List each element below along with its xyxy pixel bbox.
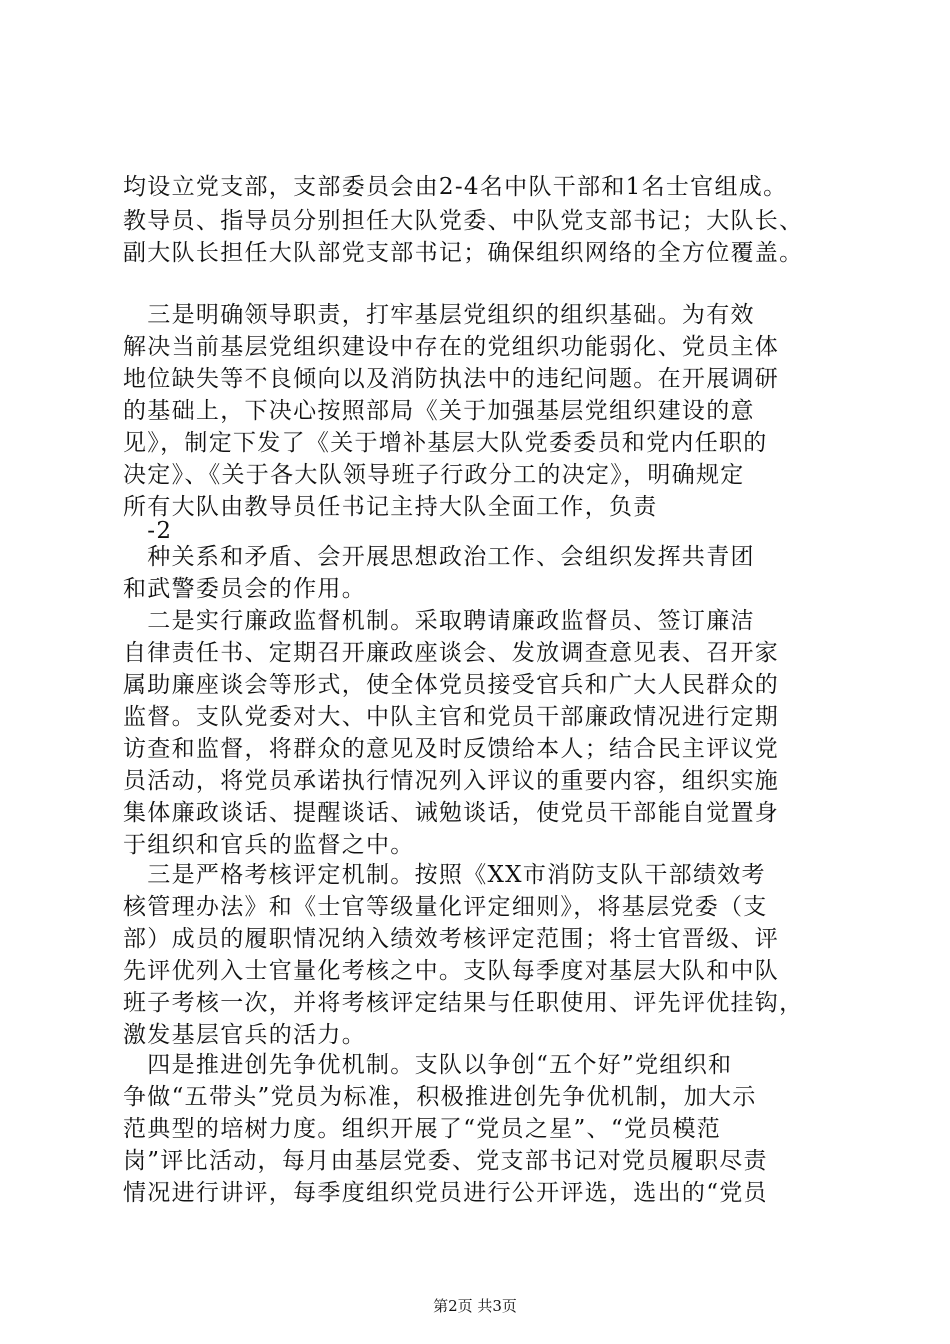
text-line: 四是推进创先争优机制。支队以争创“五个好”党组织和 — [123, 1052, 733, 1078]
text-line: 地位缺失等不良倾向以及消防执法中的违纪问题。在开展调研 — [123, 366, 780, 392]
text-line: 见》，制定下发了《关于增补基层大队党委委员和党内任职的 — [123, 430, 768, 456]
text-line: 和武警委员会的作用。 — [123, 576, 366, 602]
text-line: 解决当前基层党组织建设中存在的党组织功能弱化、党员主体 — [123, 334, 780, 360]
page-footer: 第2页 共3页 — [433, 1297, 517, 1315]
text-line: 访查和监督，将群众的意见及时反馈给本人；结合民主评议党 — [123, 736, 780, 762]
text-line: 三是明确领导职责，打牢基层党组织的组织基础。为有效 — [123, 302, 755, 328]
text-line: 先评优列入士官量化考核之中。支队每季度对基层大队和中队 — [123, 958, 780, 984]
text-line: 情况进行讲评，每季度组织党员进行公开评选，选出的“党员 — [123, 1180, 768, 1206]
text-line: 自律责任书、定期召开廉政座谈会、发放调查意见表、召开家 — [123, 640, 780, 666]
text-line: 所有大队由教导员任书记主持大队全面工作，负责 — [123, 494, 658, 520]
text-line: 部）成员的履职情况纳入绩效考核评定范围；将士官晋级、评 — [123, 926, 780, 952]
text-line: 副大队长担任大队部党支部书记；确保组织网络的全方位覆盖。 — [123, 240, 804, 266]
text-line: 三是严格考核评定机制。按照《XX市消防支队干部绩效考 — [123, 862, 766, 888]
text-line: 于组织和官兵的监督之中。 — [123, 832, 415, 858]
text-line: 核管理办法》和《士官等级量化评定细则》，将基层党委（支 — [123, 894, 768, 920]
text-line: 岗”评比活动，每月由基层党委、党支部书记对党员履职尽责 — [123, 1148, 768, 1174]
text-line: 种关系和矛盾、会开展思想政治工作、会组织发挥共青团 — [123, 544, 755, 570]
text-line: 决定》、《关于各大队领导班子行政分工的决定》，明确规定 — [123, 462, 745, 488]
text-line: 激发基层官兵的活力。 — [123, 1022, 366, 1048]
text-line: 教导员、指导员分别担任大队党委、中队党支部书记；大队长、 — [123, 208, 804, 234]
text-line: 均设立党支部，支部委员会由2-4名中队干部和1名士官组成。 — [123, 174, 788, 200]
text-line: 属助廉座谈会等形式，使全体党员接受官兵和广大人民群众的 — [123, 672, 780, 698]
text-line: 范典型的培树力度。组织开展了“党员之星”、“党员模范 — [123, 1116, 722, 1142]
text-line: 二是实行廉政监督机制。采取聘请廉政监督员、签订廉洁 — [123, 608, 755, 634]
text-line: 监督。支队党委对大、中队主官和党员干部廉政情况进行定期 — [123, 704, 780, 730]
text-line: -2 — [123, 518, 173, 544]
text-line: 集体廉政谈话、提醒谈话、诫勉谈话，使党员干部能自觉置身 — [123, 800, 780, 826]
text-line: 员活动，将党员承诺执行情况列入评议的重要内容，组织实施 — [123, 768, 780, 794]
text-line: 的基础上，下决心按照部局《关于加强基层党组织建设的意 — [123, 398, 755, 424]
text-line: 争做“五带头”党员为标准，积极推进创先争优机制，加大示 — [123, 1084, 757, 1110]
text-line: 班子考核一次，并将考核评定结果与任职使用、评先评优挂钩， — [123, 990, 804, 1016]
